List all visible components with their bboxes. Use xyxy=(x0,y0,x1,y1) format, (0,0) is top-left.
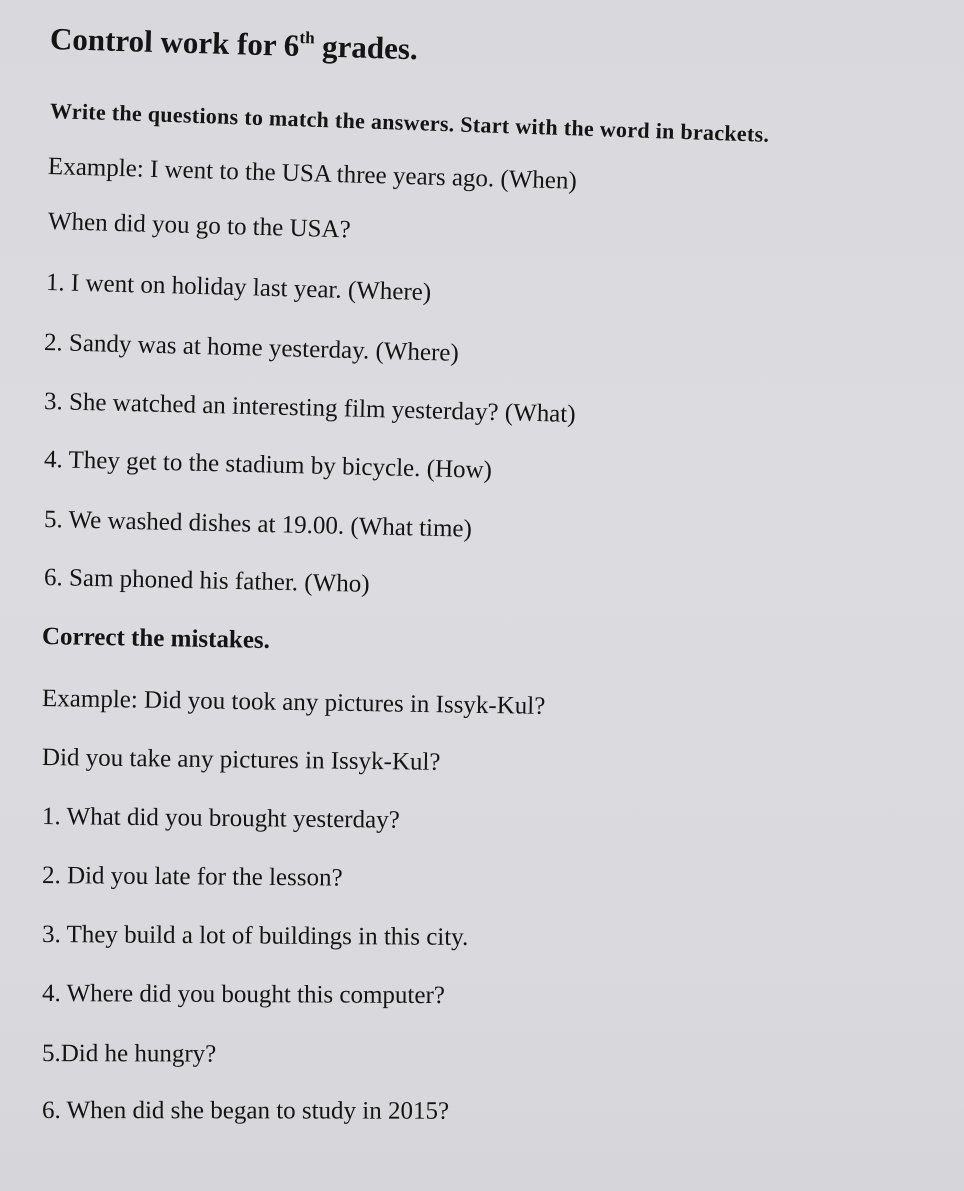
section1-item-2: 2. Sandy was at home yesterday. (Where) xyxy=(43,329,460,367)
title-suffix: grades. xyxy=(313,28,419,67)
section2-item-6: 6. When did she began to study in 2015? xyxy=(41,1097,450,1125)
section1-item-1: 1. I went on holiday last year. (Where) xyxy=(45,269,432,307)
section2-item-3: 3. They build a lot of buildings in this city. xyxy=(41,921,469,951)
page-title xyxy=(49,20,418,68)
section1-example-answer: When did you go to the USA? xyxy=(47,208,352,244)
section2-item-4: 4. Where did you bought this computer? xyxy=(41,980,446,1010)
title-prefix: Control work for 6 xyxy=(49,21,300,63)
section2-item-5: 5.Did he hungry? xyxy=(41,1040,217,1068)
section2-example-answer: Did you take any pictures in Issyk-Kul? xyxy=(41,744,441,776)
section1-instruction: Write the questions to match the answers. Start with the word in brackets. xyxy=(49,98,770,147)
section2-example: Example: Did you took any pictures in Issyk-Kul? xyxy=(41,685,546,720)
section1-item-6: 6. Sam phoned his father. (Who) xyxy=(43,564,370,598)
section2-item-1: 1. What did you brought yesterday? xyxy=(41,803,400,834)
section1-item-3: 3. She watched an interesting film yesterday? (What) xyxy=(43,388,576,428)
section2-item-2: 2. Did you late for the lesson? xyxy=(41,862,343,892)
section2-heading: Correct the mistakes. xyxy=(41,623,271,654)
section1-item-5: 5. We washed dishes at 19.00. (What time) xyxy=(43,506,473,543)
title-superscript: th xyxy=(299,27,315,48)
section1-example: Example: I went to the USA three years ago. (When) xyxy=(47,153,578,195)
section1-item-4: 4. They get to the stadium by bicycle. (How) xyxy=(43,446,493,484)
